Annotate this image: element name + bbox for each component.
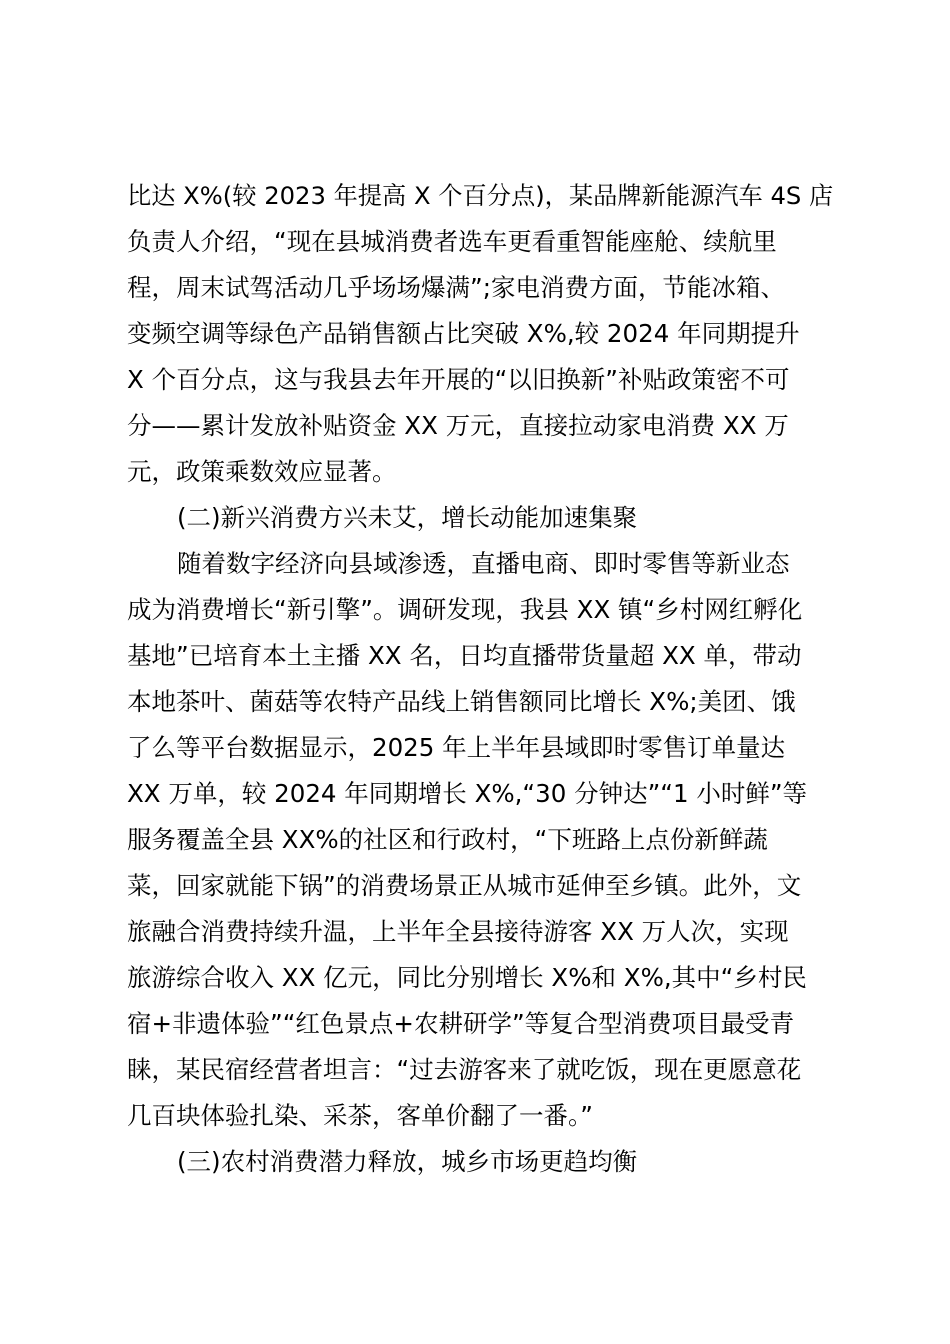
text-line: 了么等平台数据显示，2025 年上半年县域即时零售订单量达 (127, 733, 786, 762)
section-heading: (三)农村消费潜力释放，城乡市场更趋均衡 (177, 1147, 638, 1176)
text-line: 随着数字经济向县域渗透，直播电商、即时零售等新业态 (177, 549, 790, 578)
text-line: 宿+非遗体验”“红色景点+农耕研学”等复合型消费项目最受青 (127, 1009, 795, 1038)
text-line: 旅融合消费持续升温，上半年全县接待游客 XX 万人次，实现 (127, 917, 789, 946)
text-line: 几百块体验扎染、采茶，客单价翻了一番。” (127, 1101, 593, 1130)
text-line: 变频空调等绿色产品销售额占比突破 X%,较 2024 年同期提升 (127, 319, 800, 348)
text-line: 比达 X%(较 2023 年提高 X 个百分点)，某品牌新能源汽车 4S 店 (127, 181, 834, 210)
text-line: 成为消费增长“新引擎”。调研发现，我县 XX 镇“乡村网红孵化 (127, 595, 803, 624)
section-heading: (二)新兴消费方兴未艾，增长动能加速集聚 (177, 503, 638, 532)
text-line: 元，政策乘数效应显著。 (127, 457, 397, 486)
text-line: 菜，回家就能下锅”的消费场景正从城市延伸至乡镇。此外，文 (127, 871, 802, 900)
text-line: 分——累计发放补贴资金 XX 万元，直接拉动家电消费 XX 万 (127, 411, 789, 440)
text-line: 负责人介绍，“现在县城消费者选车更看重智能座舱、续航里 (127, 227, 777, 256)
text-line: XX 万单，较 2024 年同期增长 X%,“30 分钟达”“1 小时鲜”等 (127, 779, 808, 808)
text-line: 程，周末试驾活动几乎场场爆满”;家电消费方面，节能冰箱、 (127, 273, 785, 302)
text-line: 本地茶叶、菌菇等农特产品线上销售额同比增长 X%;美团、饿 (127, 687, 796, 716)
text-line: 旅游综合收入 XX 亿元，同比分别增长 X%和 X%,其中“乡村民 (127, 963, 807, 992)
text-line: X 个百分点，这与我县去年开展的“以旧换新”补贴政策密不可 (127, 365, 790, 394)
text-line: 睐，某民宿经营者坦言：“过去游客来了就吃饭，现在更愿意花 (127, 1055, 802, 1084)
text-line: 基地”已培育本土主播 XX 名，日均直播带货量超 XX 单，带动 (127, 641, 802, 670)
text-line: 服务覆盖全县 XX%的社区和行政村，“下班路上点份新鲜蔬 (127, 825, 768, 854)
document-body (127, 173, 837, 1185)
